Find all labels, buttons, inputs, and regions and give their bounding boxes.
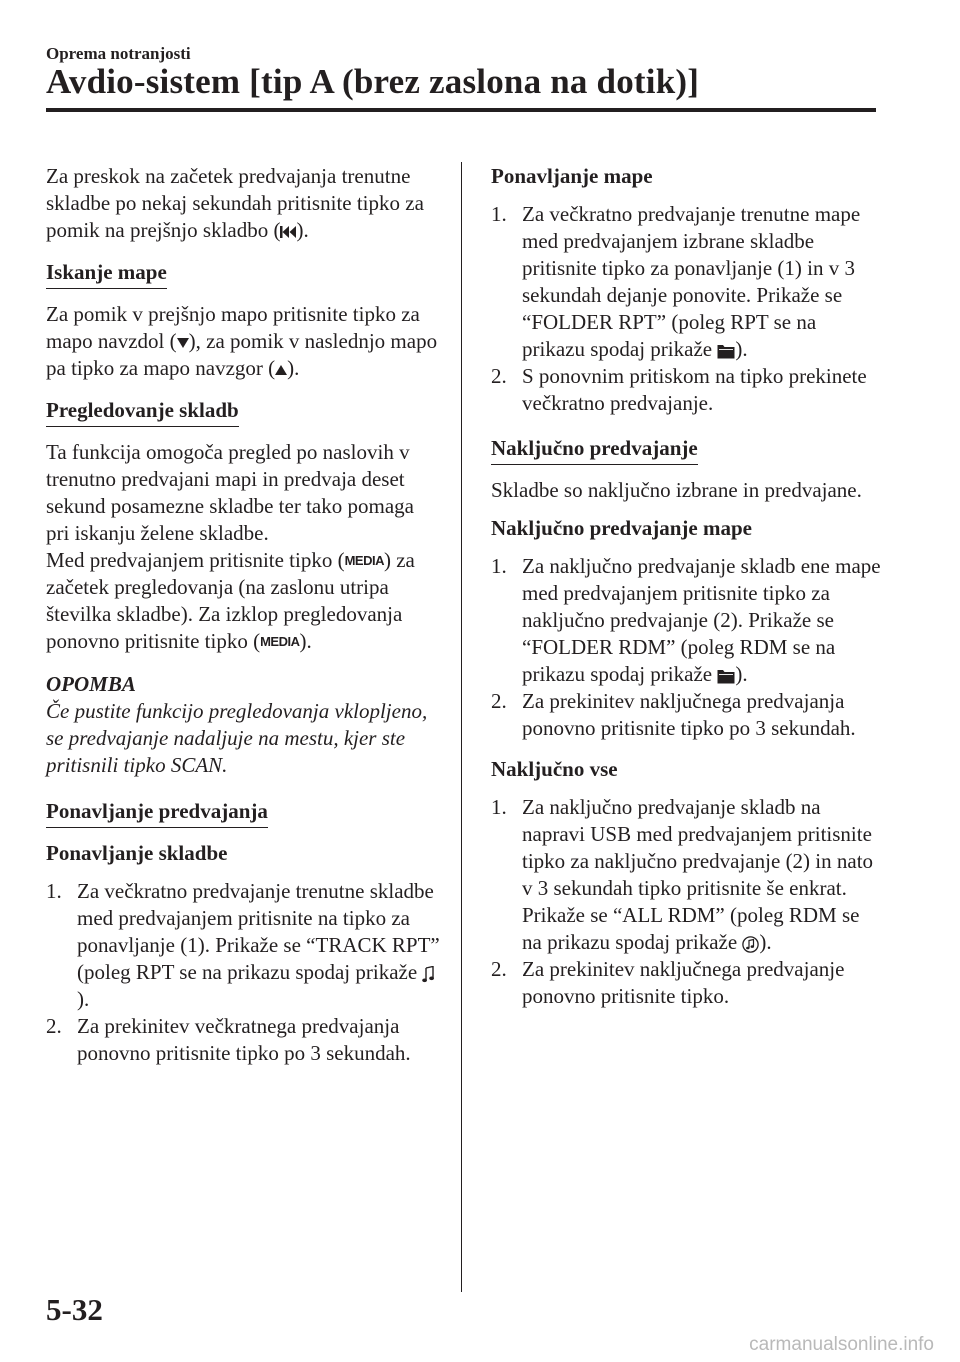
note-title: OPOMBA (46, 672, 136, 696)
list-repeat-track (46, 878, 441, 1067)
left-column (46, 163, 441, 1081)
heading-scan: Pregledovanje skladb (46, 397, 239, 427)
page-title: Avdio-sistem [tip A (brez zaslona na dotik)] (46, 62, 700, 101)
page-number: 5-32 (46, 1292, 103, 1327)
column-divider (461, 162, 462, 1292)
heading-folder-search: Iskanje mape (46, 259, 167, 289)
heading-random: Naključno predvajanje (491, 435, 698, 465)
list-random-all (491, 794, 881, 1010)
header-section: Oprema notranjosti (46, 44, 191, 63)
header-rule (46, 108, 876, 112)
list-item: 1. Za večkratno predvajanje trenutne skladbe med predvajanjem pritisnite na tipko za ponavljanje (1). Prikaže se “TRACK RPT” (poleg RPT se na prikazu spodaj prikaže ). (46, 879, 440, 1011)
list-item: 1. Za naključno predvajanje skladb na napravi USB med predvajanjem pritisnite tipko za naključno predvajanje (2) in nato v 3 sekundah tipko pritisnite še enkrat. Prikaže se “ALL RDM” (poleg RDM se na prikazu spodaj prikaže ). (491, 795, 874, 954)
paragraph-folder-search: Za pomik v prejšnjo mapo pritisnite tipko za mapo navzdol ( ), za pomik v naslednjo mapo pa tipko za mapo navzgor ( ). (46, 302, 438, 380)
disc-note-icon (742, 936, 759, 953)
note-text: Če pustite funkcijo pregledovanja vklopljeno, se predvajanje nadaljuje na mestu, kjer ste pritisnili tipko SCAN. (46, 699, 428, 777)
right-column (491, 163, 881, 1024)
paragraph-scan-how: Med predvajanjem pritisnite tipko (MEDIA) za začetek pregledovanja (na zaslonu utripa številka skladbe). Za izklop pregledovanja ponovno pritisnite tipko (MEDIA). (46, 548, 415, 653)
media-button-icon: MEDIA (260, 634, 300, 649)
list-repeat-folder (491, 201, 881, 417)
track-back-icon (280, 225, 296, 239)
list-item: 2. Za prekinitev naključnega predvajanja ponovno pritisnite tipko po 3 sekundah. (491, 689, 856, 740)
paragraph-scan-intro: Ta funkcija omogoča pregled po naslovih v trenutno predvajani mapi in predvaja deset sekund posamezne skladbe ter tako pomaga pri iskanju želene skladbe. (46, 440, 414, 545)
list-item: 2. Za prekinitev naključnega predvajanje ponovno pritisnite tipko. (491, 957, 845, 1008)
paragraph-random: Skladbe so naključno izbrane in predvajane. (491, 478, 862, 502)
folder-down-icon (177, 337, 189, 349)
heading-repeat: Ponavljanje predvajanja (46, 798, 268, 828)
folder-icon (717, 343, 735, 359)
paragraph-track-back: Za preskok na začetek predvajanja trenutne skladbe po nekaj sekundah pritisnite tipko za pomik na prejšnjo skladbo ( ). (46, 164, 424, 242)
list-random-folder (491, 553, 881, 742)
heading-random-folder: Naključno predvajanje mape (491, 516, 752, 540)
list-item: 2. Za prekinitev večkratnega predvajanja ponovno pritisnite tipko po 3 sekundah. (46, 1014, 411, 1065)
heading-random-all: Naključno vse (491, 757, 618, 781)
watermark: carmanualsonline.info (749, 1334, 934, 1355)
heading-repeat-folder: Ponavljanje mape (491, 164, 653, 188)
list-item: 2. S ponovnim pritiskom na tipko prekinete večkratno predvajanje. (491, 364, 867, 415)
heading-repeat-track: Ponavljanje skladbe (46, 841, 228, 865)
media-button-icon: MEDIA (344, 553, 384, 568)
folder-icon (717, 668, 735, 684)
list-item: 1. Za naključno predvajanje skladb ene mape med predvajanjem pritisnite tipko za naključno predvajanje (2). Prikaže se “FOLDER RDM” (poleg RDM se na prikazu spodaj prikaže ). (491, 554, 881, 686)
music-note-icon (422, 966, 434, 983)
folder-up-icon (275, 364, 287, 376)
list-item: 1. Za večkratno predvajanje trenutne mape med predvajanjem izbrane skladbe pritisnite tipko za ponavljanje (1) in v 3 sekundah dejanje ponovite. Prikaže se “FOLDER RPT” (poleg RPT se na prikazu spodaj prikaže ). (491, 202, 861, 361)
